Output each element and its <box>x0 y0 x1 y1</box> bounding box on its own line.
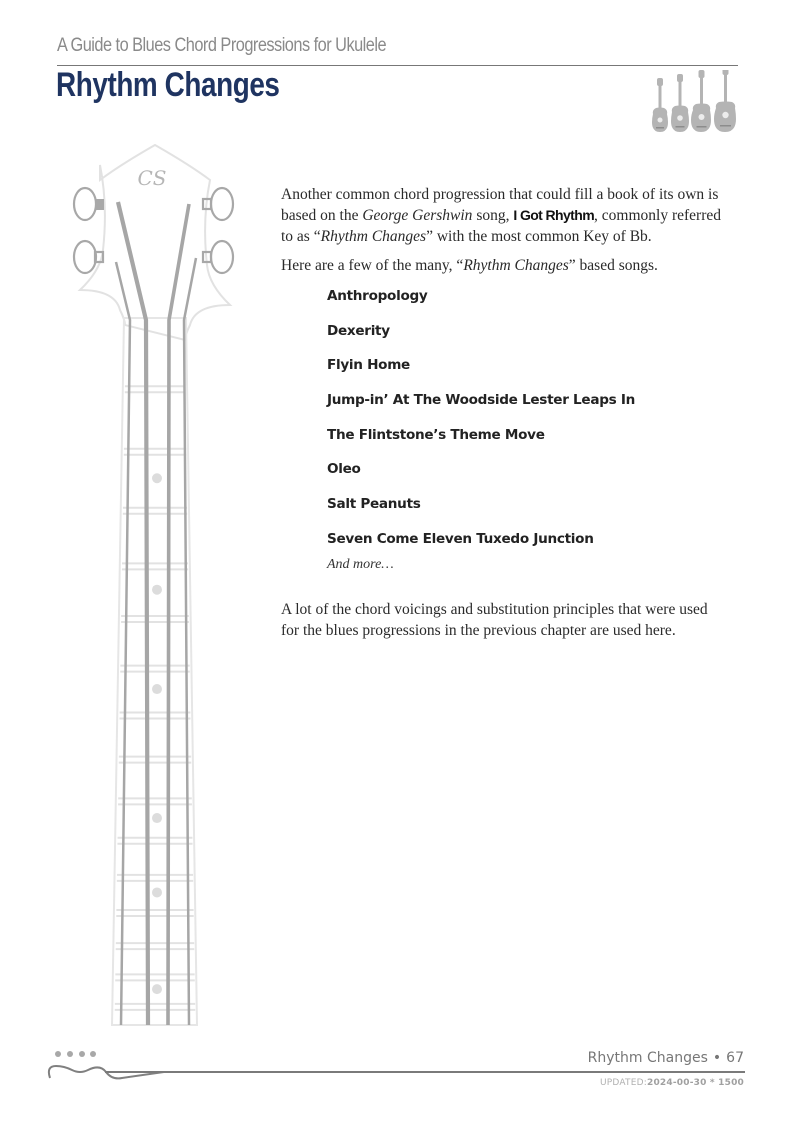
song-list-item: Oleo <box>327 461 361 478</box>
text-run: , commonly referred to as “ <box>281 207 722 245</box>
page-number: 67 <box>726 1050 744 1066</box>
text-run: Here are a few of the many, “ <box>281 257 464 274</box>
term-rhythm-changes: Rhythm Changes <box>320 228 427 245</box>
song-list-item: Flyin Home <box>327 357 410 374</box>
text-run: song, <box>472 207 514 224</box>
closing-paragraph: A lot of the chord voicings and substitution principles that were used for the blues progressions in the previous chapter are used here. <box>281 600 708 639</box>
tuning-peg-icon <box>74 241 96 273</box>
footer-section: Rhythm Changes <box>587 1050 708 1066</box>
tuning-peg-icon <box>211 188 233 220</box>
fret-marker-dot <box>152 473 162 483</box>
tenor-ukulele-icon <box>691 70 711 132</box>
fret-marker-dot <box>152 585 162 595</box>
concert-ukulele-icon <box>671 74 689 132</box>
soprano-ukulele-icon <box>652 78 668 132</box>
ukulele-silhouette-icon <box>44 1046 164 1082</box>
text-run: ” based songs. <box>568 257 658 274</box>
song-list <box>327 286 721 564</box>
ukulele-family-icon <box>650 70 742 138</box>
composer-name: George Gershwin <box>362 207 473 224</box>
updated-stamp <box>600 1078 744 1088</box>
tuning-peg-icon <box>74 188 96 220</box>
song-list-item: Anthropology <box>327 288 428 304</box>
text-run: Another common chord progression that could fill a book of its own is based on the <box>281 186 719 224</box>
intro-paragraph <box>281 184 721 247</box>
footer-page-label <box>588 1050 744 1066</box>
updated-label: UPDATED: <box>600 1078 647 1088</box>
song-list-item: Salt Peanuts <box>327 496 421 513</box>
fret-marker-dot <box>152 887 162 897</box>
footer-rule <box>105 1071 745 1073</box>
song-list-item: Seven Come Eleven Tuxedo Junction <box>327 530 594 547</box>
ukulele-neck-illustration <box>60 140 250 1030</box>
main-content <box>281 184 721 649</box>
song-list-item: Dexerity <box>327 322 390 339</box>
songs-intro-paragraph <box>281 255 721 276</box>
running-title: A Guide to Blues Chord Progressions for Ukulele <box>57 35 387 56</box>
fret-marker-dot <box>152 813 162 823</box>
footer-separator: • <box>712 1050 722 1066</box>
text-run: ” with the most common Key of Bb. <box>426 228 652 245</box>
updated-value: 2024-00-30 * 1500 <box>647 1078 744 1088</box>
song-title: I Got Rhythm <box>513 207 595 223</box>
tuning-peg-icon <box>211 241 233 273</box>
and-more-text: And more… <box>327 556 394 572</box>
headstock-logo: CS <box>137 166 167 190</box>
fret-marker-dot <box>152 684 162 694</box>
fret-marker-dot <box>152 984 162 994</box>
page-title: Rhythm Changes <box>56 66 280 104</box>
song-list-item: The Flintstone’s Theme Move <box>327 426 545 443</box>
baritone-ukulele-icon <box>714 70 736 132</box>
song-list-item: Jump-in’ At The Woodside Lester Leaps In <box>327 392 635 409</box>
term-rhythm-changes: Rhythm Changes <box>463 257 569 274</box>
